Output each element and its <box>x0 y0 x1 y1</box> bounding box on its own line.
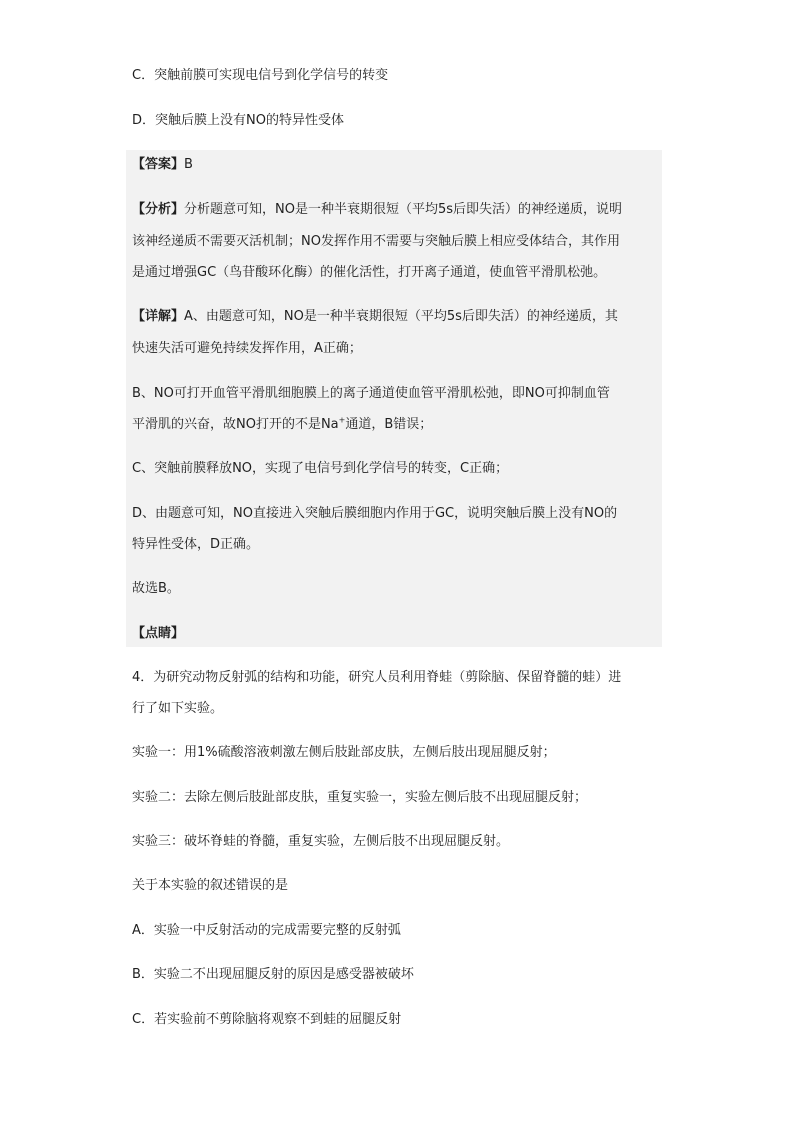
analysis-line-3: 是通过增强GC（鸟苷酸环化酶）的催化活性，打开离子通道，使血管平滑肌松弛。 <box>132 265 607 280</box>
conclusion-line: 故选B。 <box>132 581 180 596</box>
detail-d-line-2: 特异性受体，D正确。 <box>132 537 260 552</box>
comment-label: 【点睛】 <box>132 626 185 641</box>
answer-value: B <box>184 157 193 172</box>
question-4-stem-line-2: 行了如下实验。 <box>132 701 224 716</box>
detail-a-line-1: 【详解】A、由题意可知，NO是一种半衰期很短（平均5s后即失活）的神经递质，其 <box>132 309 618 324</box>
detail-d-line-1: D、由题意可知，NO直接进入突触后膜细胞内作用于GC，说明突触后膜上没有NO的 <box>132 506 618 521</box>
experiment-1: 实验一：用1%硫酸溶液刺激左侧后肢趾部皮肤，左侧后肢出现屈腿反射； <box>132 745 556 760</box>
detail-b-line-2: 平滑肌的兴奋，故NO打开的不是Na+通道，B错误； <box>132 415 433 432</box>
q4-option-b: B．实验二不出现屈腿反射的原因是感受器被破坏 <box>132 967 414 982</box>
detail-c-line: C、突触前膜释放NO，实现了电信号到化学信号的转变，C正确； <box>132 461 509 476</box>
superscript-plus: + <box>338 415 346 425</box>
analysis-label: 【分析】 <box>132 202 185 217</box>
q4-option-a: A．实验一中反射活动的完成需要完整的反射弧 <box>132 923 401 938</box>
question-4-stem-line-1: 4．为研究动物反射弧的结构和功能，研究人员利用脊蛙（剪除脑、保留脊髓的蛙）进 <box>132 670 622 685</box>
experiment-3: 实验三：破坏脊蛙的脊髓，重复实验，左侧后肢不出现屈腿反射。 <box>132 834 510 849</box>
analysis-line-2: 该神经递质不需要灭活机制；NO发挥作用不需要与突触后膜上相应受体结合，其作用 <box>132 234 620 249</box>
option-d: D．突触后膜上没有NO的特异性受体 <box>132 113 344 128</box>
detail-a-line-2: 快速失活可避免持续发挥作用，A正确； <box>132 341 362 356</box>
answer-label: 【答案】 <box>132 157 185 172</box>
q4-option-c: C．若实验前不剪除脑将观察不到蛙的屈腿反射 <box>132 1012 402 1027</box>
detail-label: 【详解】 <box>132 309 185 324</box>
question-prompt: 关于本实验的叙述错误的是 <box>132 878 289 893</box>
option-c: C．突触前膜可实现电信号到化学信号的转变 <box>132 68 389 83</box>
experiment-2: 实验二：去除左侧后肢趾部皮肤，重复实验一，实验左侧后肢不出现屈腿反射； <box>132 790 588 805</box>
analysis-line-1: 【分析】分析题意可知，NO是一种半衰期很短（平均5s后即失活）的神经递质，说明 <box>132 202 623 217</box>
answer-line <box>132 156 193 174</box>
detail-b-line-1: B、NO可打开血管平滑肌细胞膜上的离子通道使血管平滑肌松弛，即NO可抑制血管 <box>132 386 610 401</box>
